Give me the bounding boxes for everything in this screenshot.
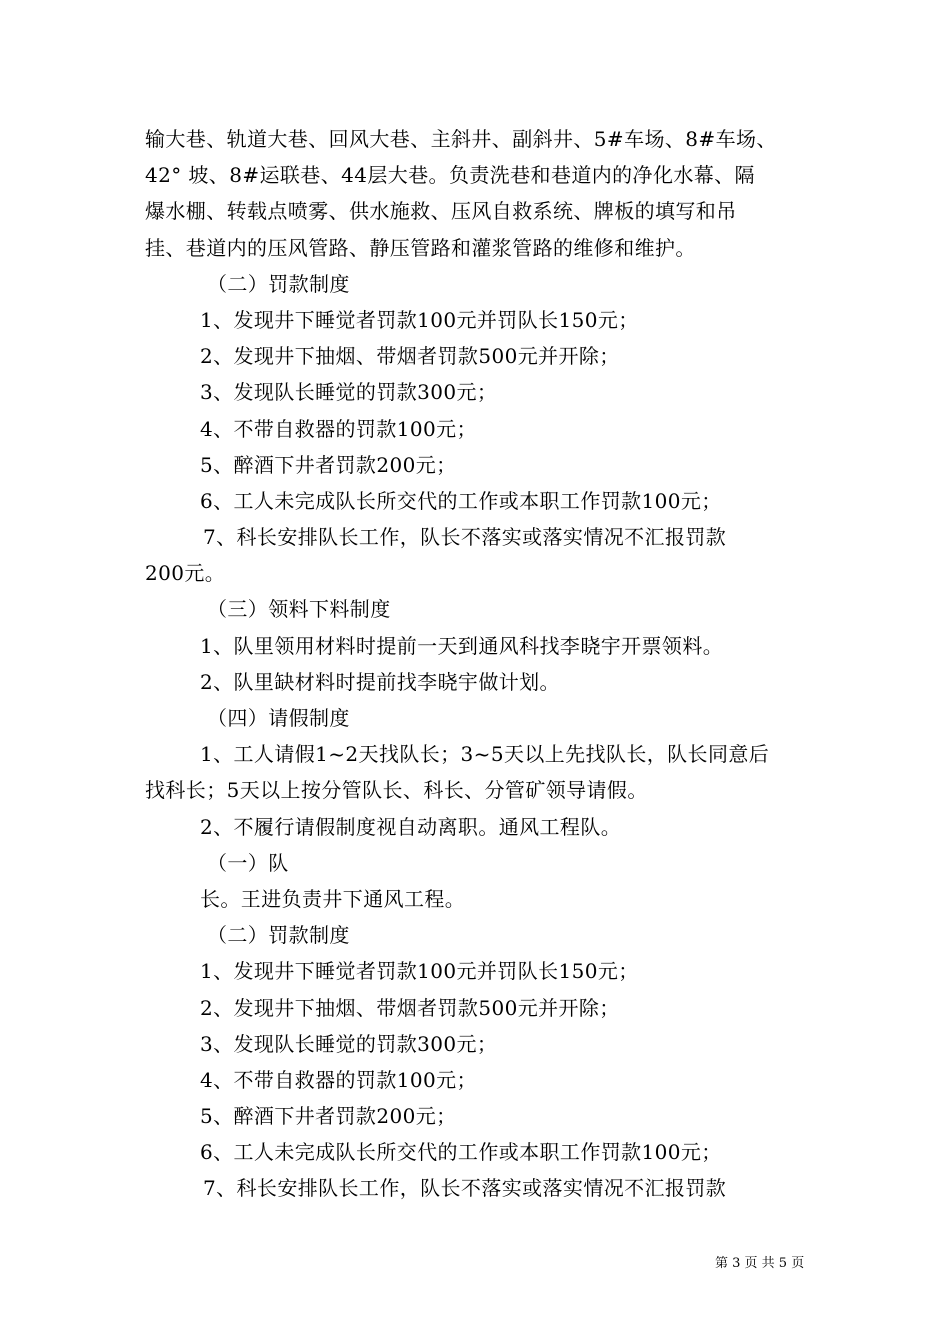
fines-1-item-1: 1、发现井下睡觉者罚款100元并罚队长150元； xyxy=(200,307,639,332)
fines-2-item-4: 4、不带自救器的罚款100元； xyxy=(200,1067,477,1092)
intro-line-1: 输大巷、轨道大巷、回风大巷、主斜井、副斜井、5#车场、8#车场、 xyxy=(145,127,777,151)
intro-line-3: 爆水棚、转载点喷雾、供水施救、压风自救系统、牌板的填写和吊 xyxy=(145,199,737,224)
fines-2-item-2: 2、发现井下抽烟、带烟者罚款500元并开除； xyxy=(200,995,620,1020)
fines-2-item-7-line-1: 7、科长安排队长工作，队长不落实或落实情况不汇报罚款 xyxy=(203,1176,727,1201)
fines-2-item-6: 6、工人未完成队长所交代的工作或本职工作罚款100元； xyxy=(200,1140,722,1165)
fines-1-item-7-line-2: 200元。 xyxy=(145,561,226,586)
fines-heading-2: （二）罚款制度 xyxy=(207,923,350,948)
fines-heading-1: （二）罚款制度 xyxy=(207,271,350,296)
team-text: 长。王进负责井下通风工程。 xyxy=(200,886,466,911)
materials-item-1: 1、队里领用材料时提前一天到通风科找李晓宇开票领料。 xyxy=(200,633,724,658)
fines-2-item-3: 3、发现队长睡觉的罚款300元； xyxy=(200,1031,498,1056)
fines-2-item-5: 5、醉酒下井者罚款200元； xyxy=(200,1104,457,1129)
leave-heading: （四）请假制度 xyxy=(207,706,350,730)
materials-item-2: 2、队里缺材料时提前找李晓宇做计划。 xyxy=(200,669,560,694)
fines-1-item-7-line-1: 7、科长安排队长工作，队长不落实或落实情况不汇报罚款 xyxy=(203,525,727,550)
fines-1-item-5: 5、醉酒下井者罚款200元； xyxy=(200,452,457,477)
materials-heading: （三）领料下料制度 xyxy=(207,597,391,622)
document-body xyxy=(145,121,805,1207)
fines-2-item-1: 1、发现井下睡觉者罚款100元并罚队长150元； xyxy=(200,959,639,984)
leave-item-1-line-2: 找科长；5天以上按分管队长、科长、分管矿领导请假。 xyxy=(145,778,648,803)
leave-item-1-line-1: 1、工人请假1~2天找队长；3~5天以上先找队长，队长同意后 xyxy=(200,742,770,767)
intro-line-2: 42° 坡、8#运联巷、44层大巷。负责洗巷和巷道内的净化水幕、隔 xyxy=(145,163,755,188)
fines-1-item-2: 2、发现井下抽烟、带烟者罚款500元并开除； xyxy=(200,344,620,369)
fines-1-item-4: 4、不带自救器的罚款100元； xyxy=(200,416,477,441)
team-heading: （一）队 xyxy=(207,850,289,875)
page-number-footer: 第 3 页 共 5 页 xyxy=(715,1256,805,1271)
fines-1-item-3: 3、发现队长睡觉的罚款300元； xyxy=(200,380,498,405)
leave-item-2: 2、不履行请假制度视自动离职。通风工程队。 xyxy=(200,814,622,839)
fines-1-item-6: 6、工人未完成队长所交代的工作或本职工作罚款100元； xyxy=(200,488,722,513)
intro-line-4: 挂、巷道内的压风管路、静压管路和灌浆管路的维修和维护。 xyxy=(145,235,696,260)
